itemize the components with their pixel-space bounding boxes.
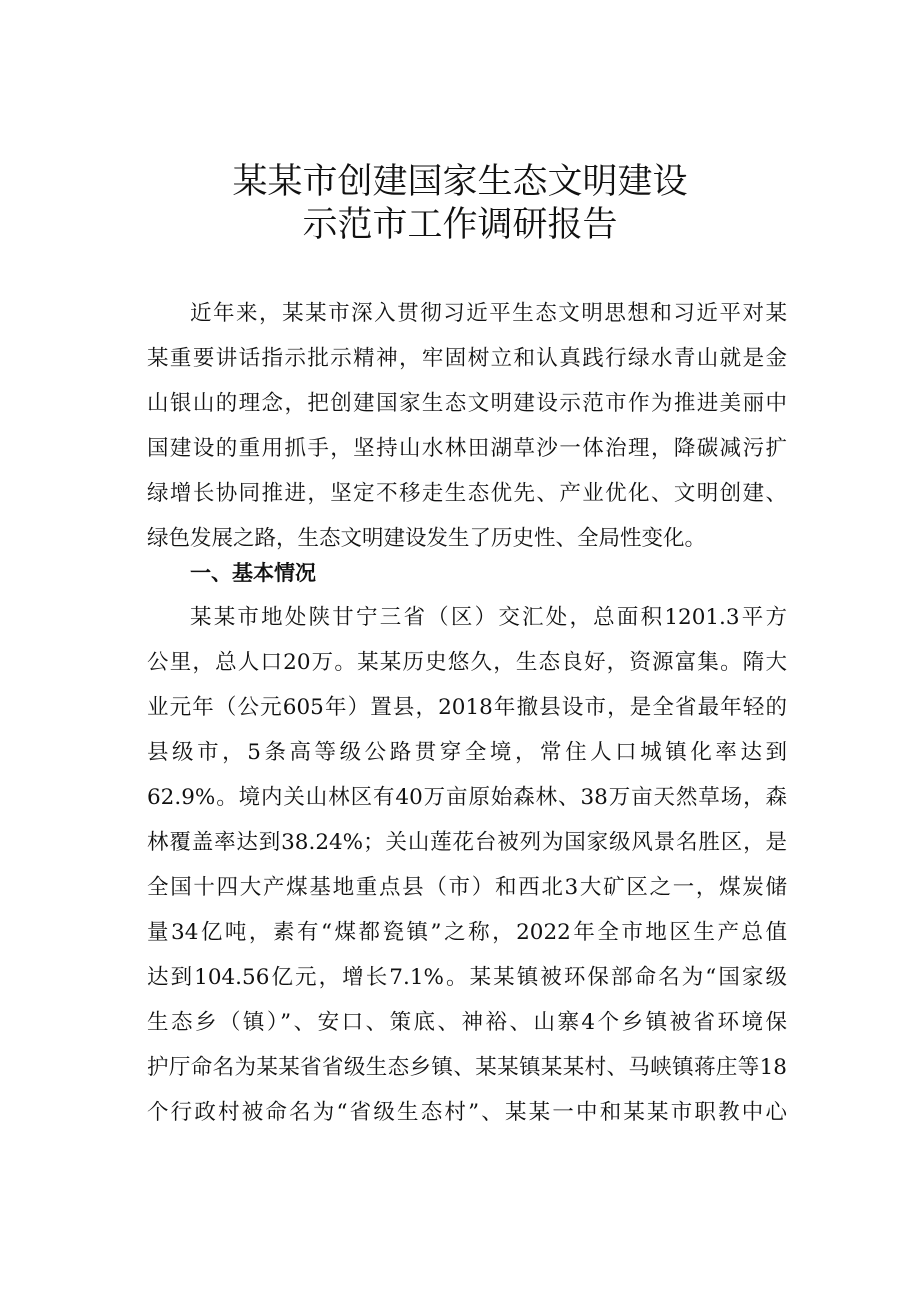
document-title-line-2: 示范市工作调研报告 <box>302 205 618 245</box>
intro-paragraph-line: 绿色发展之路，生态文明建设发生了历史性、全局性变化。 <box>147 526 707 551</box>
section-paragraph-line: 林覆盖率达到38.24%；关山莲花台被列为国家级风景名胜区，是 <box>147 830 787 855</box>
intro-paragraph-line: 绿增长协同推进，坚定不移走生态优先、产业优化、文明创建、 <box>147 481 787 506</box>
section-paragraph-line: 公里，总人口20万。某某历史悠久，生态良好，资源富集。隋大 <box>147 650 787 675</box>
section-paragraph-line: 62.9%。境内关山林区有40万亩原始森林、38万亩天然草场，森 <box>147 785 787 810</box>
section-paragraph-line: 达到104.56亿元，增长7.1%。某某镇被环保部命名为“国家级 <box>147 965 787 990</box>
document-title-line-1: 某某市创建国家生态文明建设 <box>232 162 688 202</box>
section-heading: 一、基本情况 <box>190 561 316 585</box>
intro-paragraph-line: 近年来，某某市深入贯彻习近平生态文明思想和习近平对某 <box>190 301 787 326</box>
section-paragraph-line: 护厅命名为某某省省级生态乡镇、某某镇某某村、马峡镇蒋庄等18 <box>147 1055 787 1080</box>
section-paragraph-line: 全国十四大产煤基地重点县（市）和西北3大矿区之一，煤炭储 <box>147 875 787 900</box>
section-paragraph-line: 某某市地处陕甘宁三省（区）交汇处，总面积1201.3平方 <box>190 605 787 630</box>
intro-paragraph-line: 国建设的重用抓手，坚持山水林田湖草沙一体治理，降碳减污扩 <box>147 436 787 461</box>
intro-paragraph-line: 某重要讲话指示批示精神，牢固树立和认真践行绿水青山就是金 <box>147 346 787 371</box>
section-paragraph-line: 业元年（公元605年）置县，2018年撤县设市，是全省最年轻的 <box>147 695 787 720</box>
section-paragraph-line: 个行政村被命名为“省级生态村”、某某一中和某某市职教中心 <box>147 1100 787 1125</box>
section-paragraph-line: 量34亿吨，素有“煤都瓷镇”之称，2022年全市地区生产总值 <box>147 920 787 945</box>
intro-paragraph-line: 山银山的理念，把创建国家生态文明建设示范市作为推进美丽中 <box>147 391 787 416</box>
section-paragraph-line: 生态乡（镇）”、安口、策底、神裕、山寨4个乡镇被省环境保 <box>147 1010 787 1035</box>
section-paragraph-line: 县级市，5条高等级公路贯穿全境，常住人口城镇化率达到 <box>147 740 787 765</box>
